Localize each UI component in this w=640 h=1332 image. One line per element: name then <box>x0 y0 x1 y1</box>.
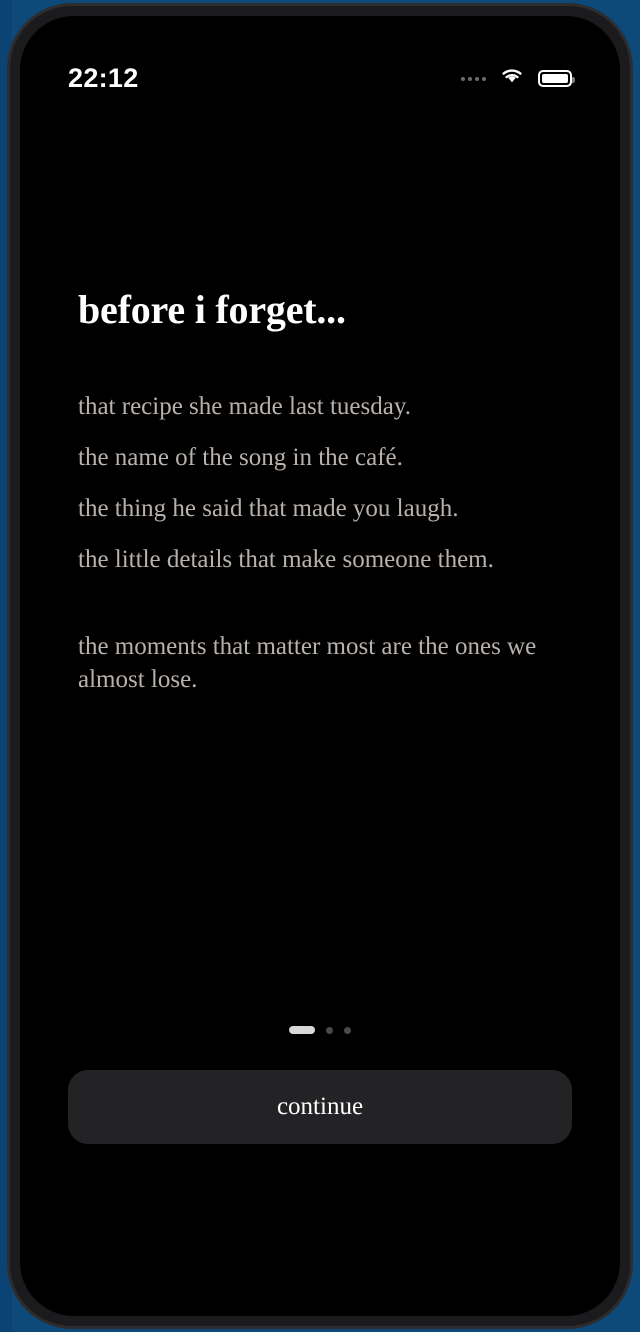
page-title: before i forget... <box>78 287 346 332</box>
phone-device-frame <box>10 6 630 1326</box>
signal-dots-icon <box>461 77 486 81</box>
status-time: 22:12 <box>68 62 139 93</box>
continue-button[interactable]: continue <box>68 1070 572 1144</box>
page-dot-1[interactable] <box>289 1026 315 1034</box>
closing-statement: the moments that matter most are the ones we almost lose. <box>78 633 537 693</box>
page-dot-2[interactable] <box>326 1027 333 1034</box>
onboarding-content <box>78 286 572 696</box>
page-indicator <box>20 1026 620 1034</box>
list-item: the name of the song in the café. <box>78 444 403 471</box>
battery-icon <box>538 70 572 87</box>
list-item: the thing he said that made you laugh. <box>78 495 459 522</box>
status-indicators <box>461 66 572 90</box>
phone-screen <box>20 16 620 1316</box>
page-dot-3[interactable] <box>344 1027 351 1034</box>
list-item: the little details that make someone them. <box>78 546 494 573</box>
status-bar <box>20 58 620 98</box>
wifi-icon <box>499 66 525 90</box>
list-item: that recipe she made last tuesday. <box>78 393 411 420</box>
